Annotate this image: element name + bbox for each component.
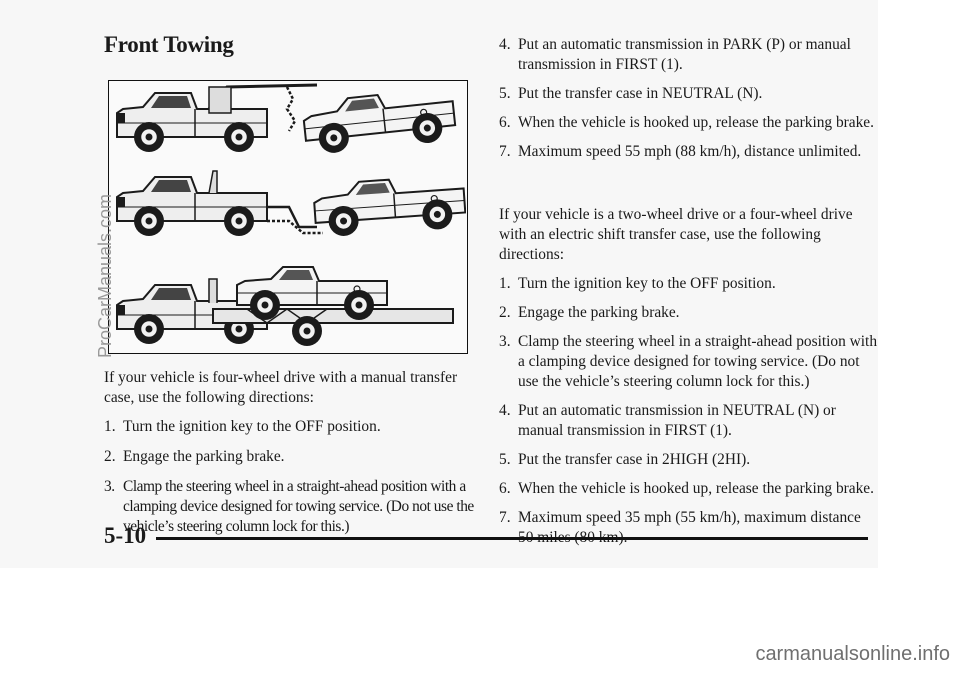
list-item: 7. Maximum speed 55 mph (88 km/h), distance unlimited. — [499, 143, 862, 160]
list-item: 3. Clamp the steering wheel in a straight-ahead position with a clamping device designed for towing service. (Do not use the vehicle’s steering column lock for this.) — [104, 478, 474, 535]
footer-divider — [156, 537, 868, 540]
page-number: 5-10 — [104, 523, 147, 548]
list-item: 5. Put the transfer case in 2HIGH (2HI). — [499, 451, 751, 468]
list-item: 4. Put an automatic transmission in NEUTRAL (N) or manual transmission in FIRST (1). — [499, 402, 836, 439]
list-item: 7. Maximum speed 35 mph (55 km/h), maximum distance — [499, 509, 861, 526]
list-item: 2. Engage the parking brake. — [499, 304, 680, 321]
list-item: 5. Put the transfer case in NEUTRAL (N). — [499, 85, 763, 102]
list-item: 3. Clamp the steering wheel in a straight-ahead position with a clamping device designed for towing service. (Do not use the vehicle’s steering column lock for this.) — [499, 333, 878, 390]
section-title: Front Towing — [104, 32, 234, 57]
manual-transfer-intro: If your vehicle is four-wheel drive with a manual transfer case, use the following directions: — [104, 369, 458, 406]
manual-transfer-case-continued — [499, 35, 879, 171]
list-item: 6. When the vehicle is hooked up, release the parking brake. — [499, 480, 874, 497]
electric-shift-intro: If your vehicle is a two-wheel drive or a four-wheel drive with an electric shift transfer case, use the following directions: — [499, 206, 853, 263]
side-watermark: ProCarManuals.com — [95, 193, 115, 358]
list-item: 1. Turn the ignition key to the OFF position. — [499, 275, 776, 292]
electric-shift-section — [499, 205, 879, 557]
list-item: 2. Engage the parking brake. — [104, 448, 285, 465]
list-item: 6. When the vehicle is hooked up, release the parking brake. — [499, 114, 874, 131]
towing-illustration-icon — [109, 81, 466, 352]
bottom-watermark: carmanualsonline.info — [755, 643, 950, 665]
manual-transfer-case-section — [104, 368, 476, 537]
list-item: 1. Turn the ignition key to the OFF position. — [104, 418, 381, 435]
towing-figure — [108, 80, 468, 354]
list-item: 4. Put an automatic transmission in PARK (P) or manual transmission in FIRST (1). — [499, 36, 851, 73]
